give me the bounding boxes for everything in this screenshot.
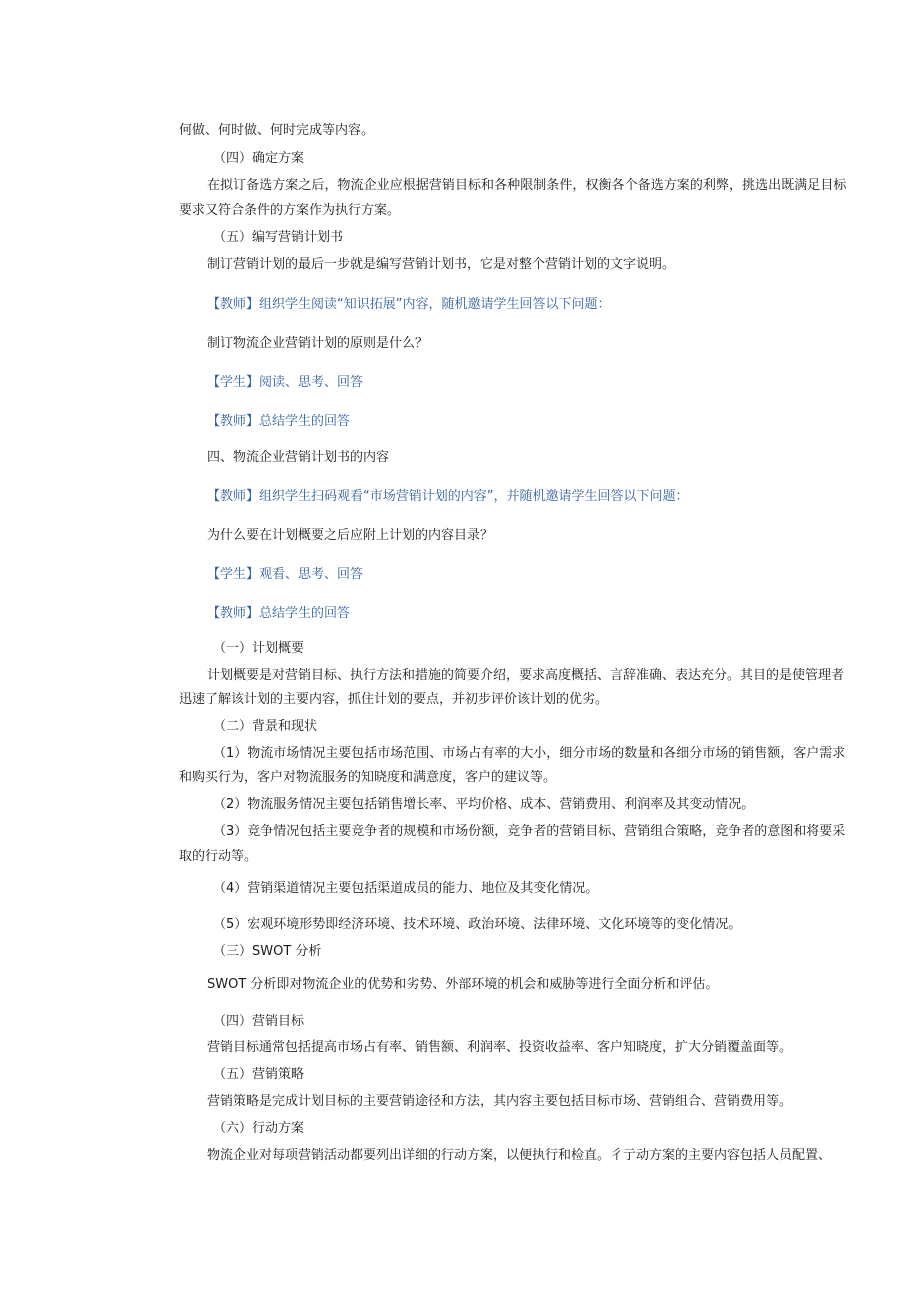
teacher-note: 【教师】总结学生的回答 — [207, 414, 351, 429]
teacher-note: 【教师】组织学生扫码观看“市场营销计划的内容”，并随机邀请学生回答以下问题： — [207, 489, 689, 504]
text-line: 营销目标通常包括提高市场占有率、销售额、利润率、投资收益率、客户知晓度，扩大分销覆盖面等。 — [207, 1040, 793, 1055]
section-heading: （一）计划概要 — [213, 641, 305, 656]
section-heading: （五）营销策略 — [213, 1067, 305, 1082]
text-line: （2）物流服务情况主要包括销售增长率、平均价格、成本、营销费用、利润率及其变动情况。 — [213, 797, 755, 812]
section-heading: （六）行动方案 — [213, 1121, 305, 1136]
text-line: 计划概要是对营销目标、执行方法和措施的简要介绍，要求高度概括、言辞准确、表达充分。其目的是使管理者 — [207, 668, 845, 683]
teacher-note: 【教师】组织学生阅读“知识拓展”内容，随机邀请学生回答以下问题： — [207, 297, 611, 312]
text-line: 物流企业对每项营销活动都要列出详细的行动方案，以便执行和检直。彳亍动方案的主要内容包括人员配置、 — [207, 1148, 832, 1163]
section-heading: （四）营销目标 — [213, 1014, 305, 1029]
text-line: SWOT 分析即对物流企业的优势和劣势、外部环境的机会和威胁等进行全面分析和评估。 — [207, 977, 719, 992]
text-line: 何做、何时做、何时完成等内容。 — [179, 123, 375, 138]
teacher-note: 【教师】总结学生的回答 — [207, 606, 351, 621]
text-line: 和购买行为，客户对物流服务的知晓度和满意度，客户的建议等。 — [179, 770, 557, 785]
text-line: （3）竞争情况包括主要竞争者的规模和市场份额，竞争者的营销目标、营销组合策略，竞争者的意图和将要采 — [213, 824, 846, 839]
student-note: 【学生】阅读、思考、回答 — [207, 375, 364, 390]
text-line: 在拟订备选方案之后，物流企业应根据营销目标和各种限制条件，权衡各个备选方案的利弊，挑选出既满足目标 — [207, 178, 847, 193]
text-line: 迅速了解该计划的主要内容，抓住计划的要点，并初步评价该计划的优劣。 — [179, 692, 609, 707]
text-line: 要求又符合条件的方案作为执行方案。 — [179, 203, 401, 218]
section-heading: （三）SWOT 分析 — [213, 944, 322, 959]
student-note: 【学生】观看、思考、回答 — [207, 567, 364, 582]
text-line: 取的行动等。 — [179, 849, 258, 864]
text-line: （1）物流市场情况主要包括市场范围、市场占有率的大小，细分市场的数量和各细分市场的销售额，客户需求 — [213, 746, 846, 761]
text-line: 营销策略是完成计划目标的主要营销途径和方法，其内容主要包括目标市场、营销组合、营销费用等。 — [207, 1094, 793, 1109]
question-text: 为什么要在计划概要之后应附上计划的内容目录？ — [207, 528, 494, 543]
section-heading: （五）编写营销计划书 — [213, 230, 344, 245]
text-line: 制订营销计划的最后一步就是编写营销计划书，它是对整个营销计划的文字说明。 — [207, 257, 676, 272]
text-line: （4）营销渠道情况主要包括渠道成员的能力、地位及其变化情况。 — [213, 881, 599, 896]
section-heading: （二）背景和现状 — [213, 719, 318, 734]
section-heading: 四、物流企业营销计划书的内容 — [207, 450, 390, 465]
text-line: （5）宏观环境形势即经济环境、技术环境、政治环境、法律环境、文化环境等的变化情况。 — [213, 917, 742, 932]
section-heading: （四）确定方案 — [213, 151, 305, 166]
question-text: 制订物流企业营销计划的原则是什么？ — [207, 336, 429, 351]
